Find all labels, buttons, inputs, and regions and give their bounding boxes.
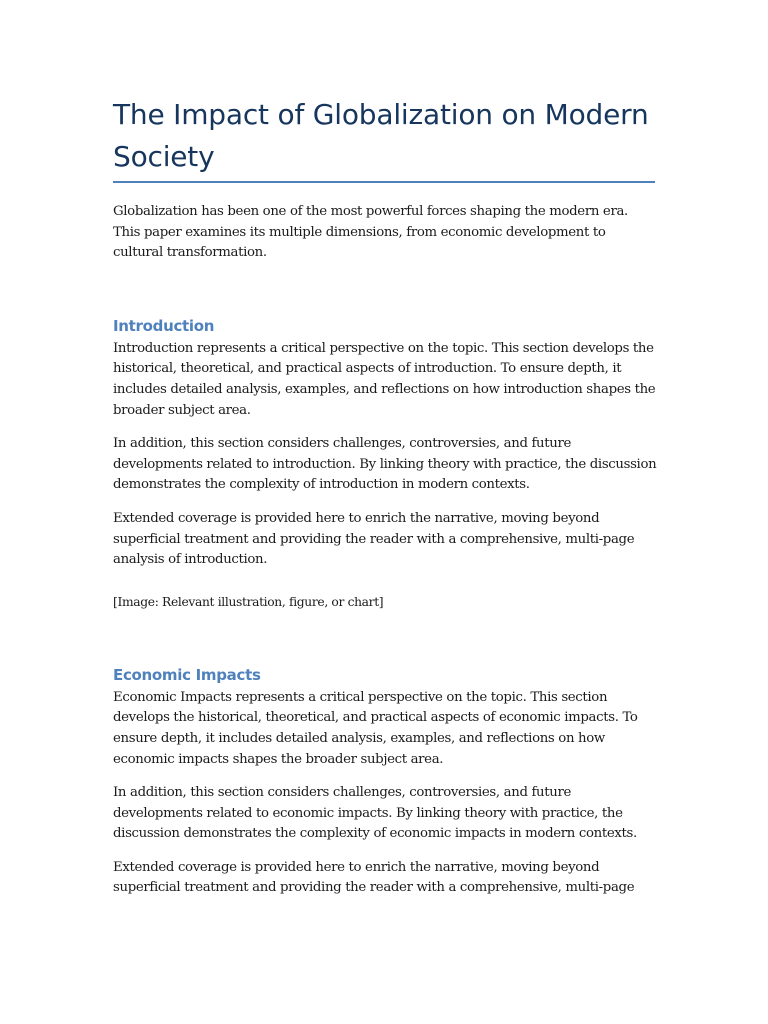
- section-heading: Introduction: [113, 316, 215, 335]
- section-paragraph: In addition, this section considers challenges, controversies, and future developments related to introduction. By linking theory with practice, the discussion demonstrates the complexity of introduction in modern contexts.: [113, 436, 657, 493]
- image-placeholder: [Image: Relevant illustration, figure, or chart]: [113, 594, 384, 609]
- title-underline-rule: [113, 181, 655, 183]
- section-paragraph: In addition, this section considers challenges, controversies, and future developments related to economic impacts. By linking theory with practice, the discussion demonstrates the complexity of economic impacts in modern contexts.: [113, 785, 637, 842]
- section-paragraph: Introduction represents a critical perspective on the topic. This section develops the historical, theoretical, and practical aspects of introduction. To ensure depth, it includes detailed analysis, examples, and reflections on how introduction shapes the broader subject area.: [113, 340, 656, 418]
- document-title: The Impact of Globalization on Modern Society: [113, 98, 649, 173]
- intro-paragraph: Globalization has been one of the most powerful forces shaping the modern era. This paper examines its multiple dimensions, from economic development to cultural transformation.: [113, 204, 628, 261]
- section-introduction: [113, 316, 658, 611]
- section-paragraph: Extended coverage is provided here to enrich the narrative, moving beyond superficial treatment and providing the reader with a comprehensive, multi-page analysis of introduction.: [113, 510, 635, 568]
- section-heading: Economic Impacts: [113, 665, 261, 684]
- document-content: [113, 94, 658, 912]
- section-paragraph: Economic Impacts represents a critical perspective on the topic. This section develops the historical, theoretical, and practical aspects of economic impacts. To ensure depth, it includes detailed analysis, examples, and reflections on how economic impacts shapes the broader subject area.: [113, 689, 638, 767]
- section-economic-impacts: [113, 665, 658, 899]
- section-paragraph: Extended coverage is provided here to enrich the narrative, moving beyond superficial treatment and providing the reader with a comprehensive, multi-page: [113, 859, 635, 896]
